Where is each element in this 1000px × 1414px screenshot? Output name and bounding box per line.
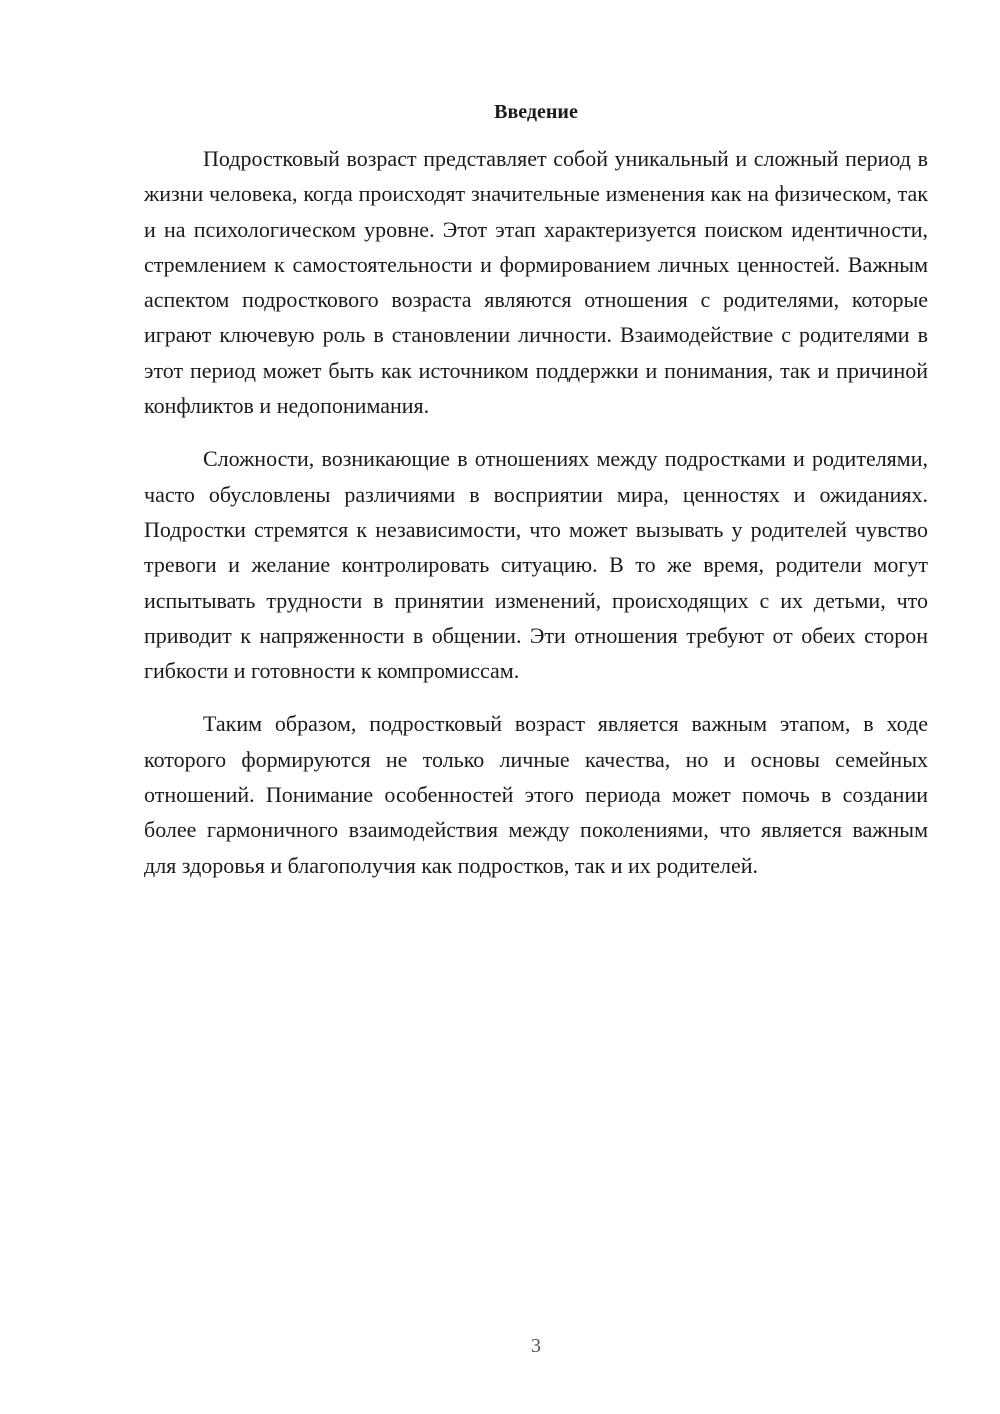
paragraph-3: Таким образом, подростковый возраст является важным этапом, в ходе которого формируются не только личные качества, но и основы семейных отношений. Понимание особенностей этого периода может помочь в создании более гармоничного взаимодействия между поколениями, что является важным для здоровья и благополучия как подростков, так и их родителей. — [144, 711, 928, 878]
paragraph-1: Подростковый возраст представляет собой уникальный и сложный период в жизни человека, когда происходят значительные изменения как на физическом, так и на психологическом уровне. Этот этап характеризуется поиском идентичности, стремлением к самостоятельности и формированием личных ценностей. Важным аспектом подросткового возраста являются отношения с родителями, которые играют ключевую роль в становлении личности. Взаимодействие с родителями в этот период может быть как источником поддержки и понимания, так и причиной конфликтов и недопонимания. — [144, 146, 928, 419]
paragraph-2: Сложности, возникающие в отношениях между подростками и родителями, часто обусловлены различиями в восприятии мира, ценностях и ожиданиях. Подростки стремятся к независимости, что может вызывать у родителей чувство тревоги и желание контролировать ситуацию. В то же время, родители могут испытывать трудности в принятии изменений, происходящих с их детьми, что приводит к напряженности в общении. Эти отношения требуют от обеих сторон гибкости и готовности к компромиссам. — [144, 446, 928, 684]
page-title: Введение — [494, 101, 578, 123]
page-number: 3 — [531, 1335, 541, 1357]
body-text — [144, 141, 928, 901]
